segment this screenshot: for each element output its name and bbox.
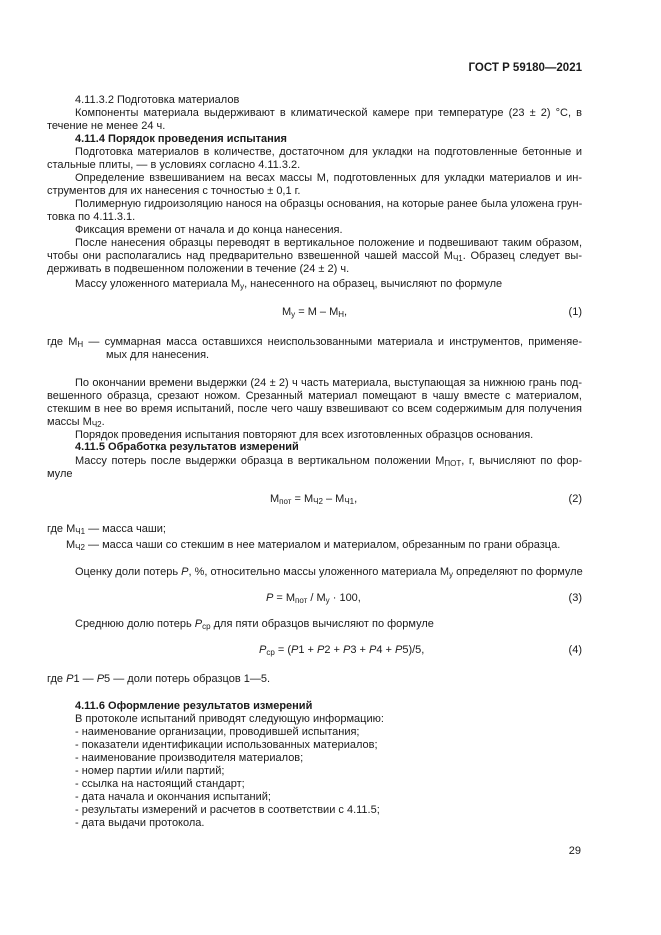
standard-header: ГОСТ Р 59180—2021	[468, 62, 582, 74]
formula-3-number: (3)	[568, 592, 582, 604]
paragraph-line: Массу потерь после выдержки образца в вертикальном положении $М_{ПОТ}$, г, вычисляют по фор-	[75, 455, 583, 468]
list-item: - показатели идентификации использованных материалов;	[75, 739, 378, 751]
paragraph-line: В протоколе испытаний приводят следующую информацию:	[75, 713, 384, 725]
formula-1: $М_у = М - М_Н$,	[282, 306, 348, 319]
section-4-11-6-title: 4.11.6 Оформление результатов измерений	[75, 700, 313, 712]
paragraph-line: Фиксация времени от начала и до конца нанесения.	[75, 224, 343, 236]
paragraph-line: муле	[47, 468, 73, 480]
paragraph-line: Среднюю долю потерь $Р_{ср}$ для пяти образцов вычисляют по формуле	[75, 618, 434, 631]
paragraph-line: Массу уложенного материала $М_у$, нанесенного на образец, вычисляют по формуле	[75, 278, 503, 291]
paragraph-line: струментов для их нанесения с точностью ± 0,1 г.	[47, 185, 301, 197]
paragraph-line: держивать в подвешенном положении в течение (24 ± 2) ч.	[47, 263, 350, 275]
paragraph-line: вешенного образца, срезают ножом. Срезанный материал помещают в чашу вместе с материалом,	[47, 390, 582, 402]
section-4-11-4-title: 4.11.4 Порядок проведения испытания	[75, 133, 287, 145]
formula-4-number: (4)	[568, 644, 582, 656]
list-item: - ссылка на настоящий стандарт;	[75, 778, 245, 790]
formula-2-number: (2)	[568, 493, 582, 505]
paragraph-line: чтобы они располагались над предварительно взвешенной чашей массой $М_{Ч1}$. Образец следует вы-	[47, 250, 582, 263]
list-item: - дата начала и окончания испытаний;	[75, 791, 271, 803]
paragraph-line: Подготовка материалов в количестве, достаточном для укладки на подготовленные бетонные и	[75, 146, 582, 158]
where-explanation-cont: мых для нанесения.	[106, 349, 210, 361]
paragraph-line: Компоненты материала выдерживают в климатической камере при температуре (23 ± 2) °С, в	[75, 107, 582, 119]
section-4-11-5-title: 4.11.5 Обработка результатов измерений	[75, 441, 299, 453]
formula-4: $Р_{ср} = (Р1 + Р2 + Р3 + Р4 + Р5)/5$,	[259, 644, 425, 657]
paragraph-line: Определение взвешиванием на весах массы М, подготовленных для укладки материалов и ин-	[75, 172, 582, 184]
formula-2: $М_{пот} = М_{Ч2} - М_{Ч1}$,	[270, 493, 358, 506]
list-item: - наименование производителя материалов;	[75, 752, 304, 764]
list-item: - наименование организации, проводившей испытания;	[75, 726, 360, 738]
paragraph-line: Порядок проведения испытания повторяют для всех изготовленных образцов основания.	[75, 429, 534, 441]
where-explanation: где $М_Н$ — суммарная масса оставшихся неиспользованными материала и инструментов, применяе-	[47, 336, 582, 349]
list-item: - результаты измерений и расчетов в соответствии с 4.11.5;	[75, 804, 380, 816]
paragraph-line: течение не менее 24 ч.	[47, 120, 166, 132]
paragraph-line: Полимерную гидроизоляцию нанося на образцы основания, на которые ранее была уложена грун-	[75, 198, 583, 210]
paragraph-line: Оценку доли потерь Р, %, относительно массы уложенного материала $М_у$ определяют по формуле	[75, 566, 583, 579]
formula-1-number: (1)	[568, 306, 582, 318]
paragraph-line: стальные плиты, — в условиях согласно 4.11.3.2.	[47, 159, 301, 171]
paragraph-line: По окончании времени выдержки (24 ± 2) ч часть материала, выступающая за нижнюю грань под-	[75, 377, 582, 389]
paragraph-line: После нанесения образцы переводят в вертикальное положение и подвешивают таким образом,	[75, 237, 582, 249]
page-number: 29	[568, 845, 581, 857]
paragraph-line: стекшим в нее во время испытаний, после чего чашу взвешивают со всем содержимым для получения	[47, 403, 582, 415]
where-explanation: где Р1 — Р5 — доли потерь образцов 1—5.	[47, 673, 271, 685]
where-explanation: $М_{Ч2}$ — масса чаши со стекшим в нее материалом и материалом, обрезанным по грани образца.	[66, 539, 561, 552]
list-item: - дата выдачи протокола.	[75, 817, 205, 829]
paragraph-line: товка по 4.11.3.1.	[47, 211, 136, 223]
section-4-11-3-2-title: 4.11.3.2 Подготовка материалов	[75, 94, 240, 106]
paragraph-line: массы $М_{Ч2}$.	[47, 416, 105, 429]
formula-3: $Р = М_{пот} / М_у \cdot 100$,	[266, 592, 361, 605]
list-item: - номер партии и/или партий;	[75, 765, 225, 777]
where-explanation: где $М_{Ч1}$ — масса чаши;	[47, 523, 166, 536]
